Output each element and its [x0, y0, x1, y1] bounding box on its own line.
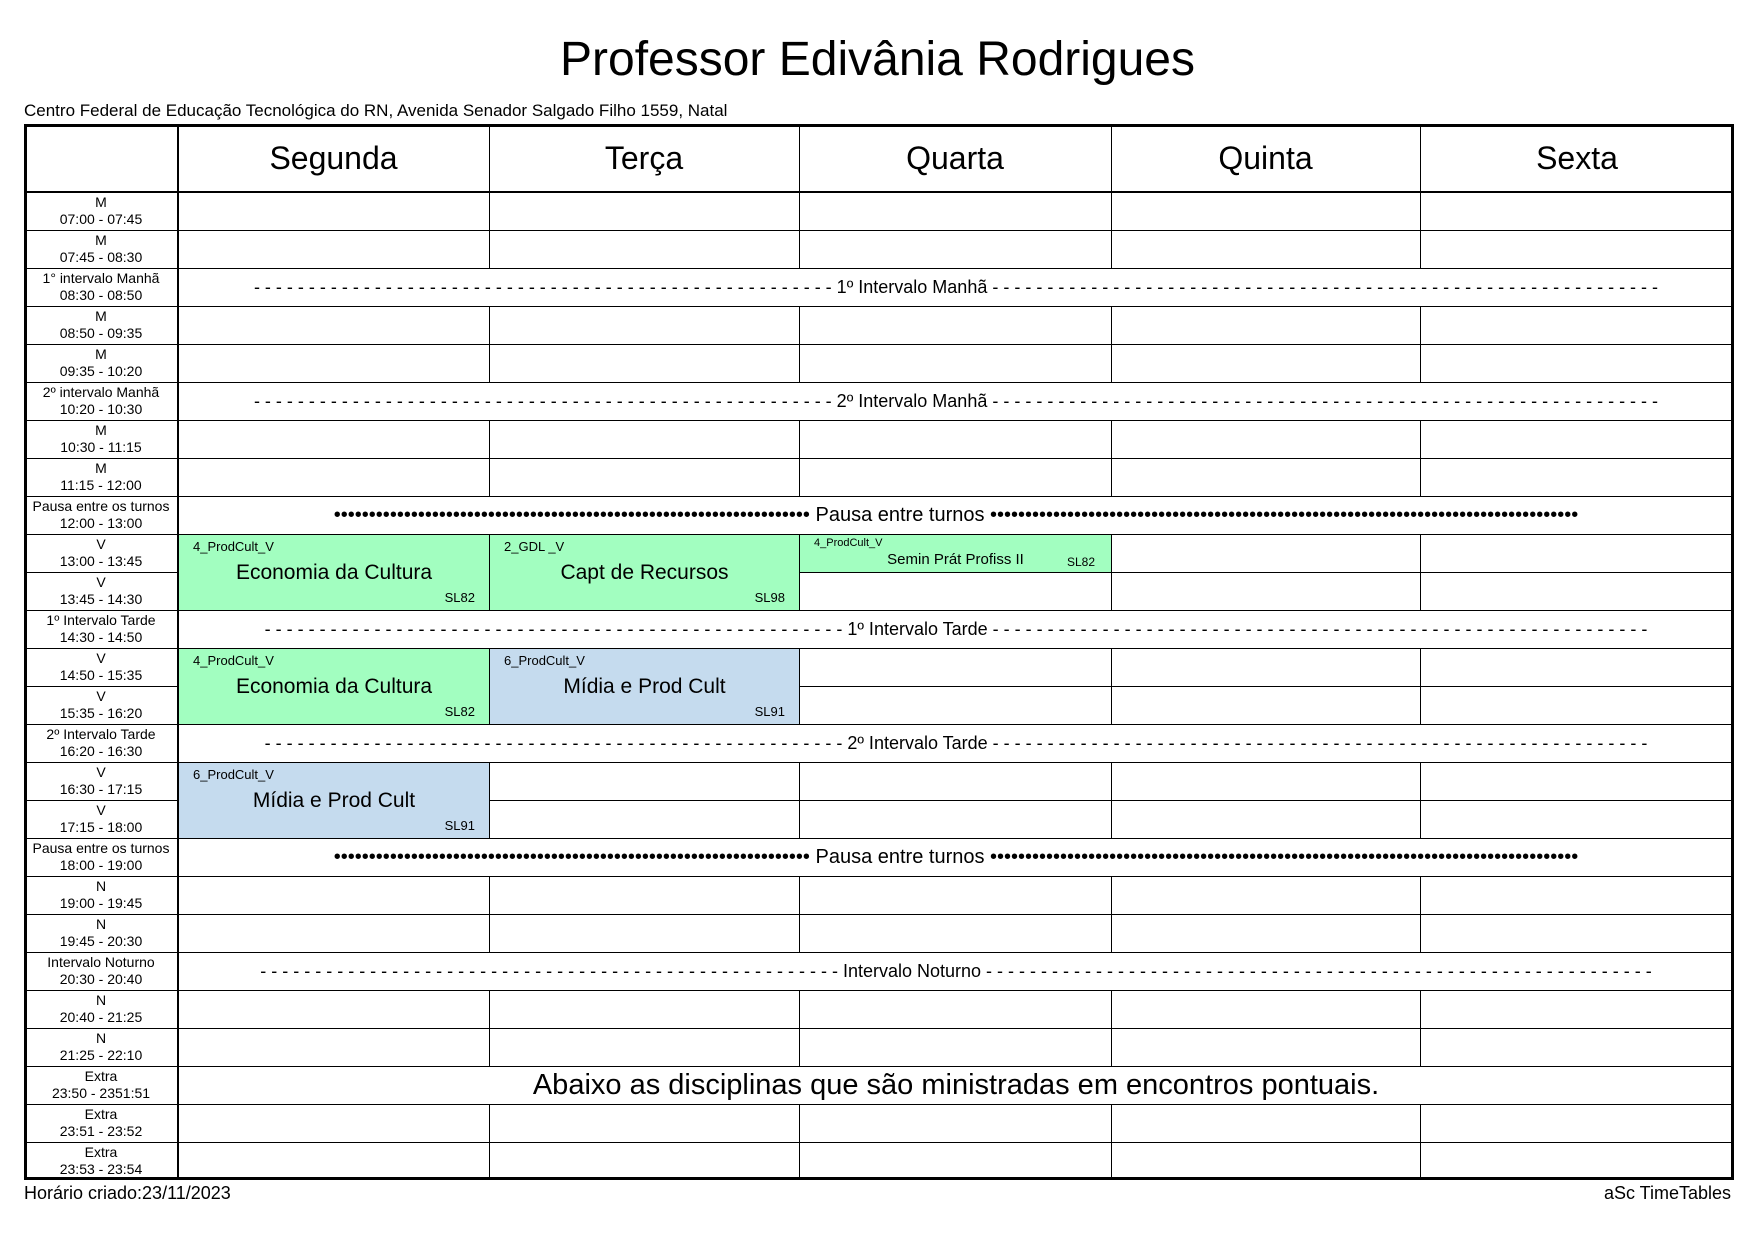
period-name: Intervalo Noturno: [47, 954, 155, 970]
lesson-room: SL98: [754, 590, 785, 605]
period-name: V: [96, 688, 106, 704]
lesson-group: 6_ProdCult_V: [193, 767, 274, 782]
break-row: - - - - - - - - - - - - - - - - - - - - - - - - - - - - - - - - - - - - - - - - - - - - - - - - - - - - - 1º Intervalo Tarde - - - - - - - - - - - - - - - - - - - - - - - - - - - - - - - - - - - - - - - - - - - - - - - - - - - - - - - - - - - -: [179, 611, 1733, 648]
day-header: Sexta: [1536, 139, 1618, 176]
lesson-group: 4_ProdCult_V: [193, 653, 274, 668]
page-title: Professor Edivânia Rodrigues: [560, 33, 1195, 86]
period-time: 20:40 - 21:25: [59, 1009, 143, 1025]
lesson-room: SL82: [444, 590, 475, 605]
period-name: V: [96, 764, 106, 780]
period-name: 1º Intervalo Tarde: [46, 612, 156, 628]
period-time: 10:30 - 11:15: [60, 439, 142, 455]
break-row: - - - - - - - - - - - - - - - - - - - - - - - - - - - - - - - - - - - - - - - - - - - - - - - - - - - - - 2º Intervalo Manhã - - - - - - - - - - - - - - - - - - - - - - - - - - - - - - - - - - - - - - - - - - - - - - - - - - - - - - - - - - - - -: [179, 383, 1733, 420]
period-name: Extra: [84, 1144, 118, 1160]
period-name: M: [95, 460, 107, 476]
period-time: 21:25 - 22:10: [59, 1047, 143, 1063]
period-time: 16:20 - 16:30: [59, 743, 143, 759]
timetable-grid: [24, 124, 1734, 1180]
period-time: 07:00 - 07:45: [59, 211, 143, 227]
break-row: •••••••••••••••••••••••••••••••••••••••••••••••••••••••••••••••••••• Pausa entre turnos ••••••••••••••••••••••••••••••••••••••••••••••••••••••••••••••••••••••••••••••••••••: [179, 839, 1733, 876]
table-frame: [24, 124, 1734, 1180]
lesson-subject: Semin Prát Profiss II: [887, 551, 1024, 568]
period-name: 1° intervalo Manhã: [42, 270, 160, 286]
period-time: 16:30 - 17:15: [59, 781, 143, 797]
lesson-group: 4_ProdCult_V: [814, 537, 883, 549]
period-time: 13:45 - 14:30: [59, 591, 143, 607]
break-row: - - - - - - - - - - - - - - - - - - - - - - - - - - - - - - - - - - - - - - - - - - - - - - - - - - - - - 1º Intervalo Manhã - - - - - - - - - - - - - - - - - - - - - - - - - - - - - - - - - - - - - - - - - - - - - - - - - - - - - - - - - - - - -: [179, 269, 1733, 306]
period-name: N: [95, 1030, 107, 1046]
period-name: 2º Intervalo Tarde: [46, 726, 156, 742]
lesson-room: SL82: [444, 704, 475, 719]
period-time: 23:53 - 23:54: [59, 1161, 143, 1177]
brand-label: aSc TimeTables: [1603, 1183, 1731, 1203]
period-name: N: [95, 916, 107, 932]
lesson-subject: Economia da Cultura: [235, 674, 433, 698]
period-time: 08:50 - 09:35: [59, 325, 143, 341]
period-name: M: [95, 346, 107, 362]
period-time: 13:00 - 13:45: [59, 553, 143, 569]
period-name: Extra: [84, 1106, 118, 1122]
period-time: 12:00 - 13:00: [59, 515, 143, 531]
period-name: V: [96, 650, 106, 666]
day-header: Terça: [604, 139, 684, 176]
period-time: 19:00 - 19:45: [59, 895, 143, 911]
period-name: Pausa entre os turnos: [32, 498, 170, 514]
lesson-room: SL82: [1066, 555, 1095, 569]
lesson-subject: Economia da Cultura: [235, 560, 433, 584]
period-name: V: [96, 536, 106, 552]
break-row: - - - - - - - - - - - - - - - - - - - - - - - - - - - - - - - - - - - - - - - - - - - - - - - - - - - - - Intervalo Noturno - - - - - - - - - - - - - - - - - - - - - - - - - - - - - - - - - - - - - - - - - - - - - - - - - - - - - - - - - - - - -: [179, 953, 1733, 990]
school-address: Centro Federal de Educação Tecnológica do RN, Avenida Senador Salgado Filho 1559, Natal: [24, 101, 728, 120]
break-row: •••••••••••••••••••••••••••••••••••••••••••••••••••••••••••••••••••• Pausa entre turnos ••••••••••••••••••••••••••••••••••••••••••••••••••••••••••••••••••••••••••••••••••••: [179, 497, 1733, 534]
lesson-group: 6_ProdCult_V: [504, 653, 585, 668]
lesson-room: SL91: [754, 704, 785, 719]
period-name: M: [95, 422, 107, 438]
day-header: Quinta: [1218, 139, 1313, 176]
lesson-subject: Mídia e Prod Cult: [563, 674, 726, 698]
period-name: Extra: [84, 1068, 118, 1084]
period-name: M: [95, 194, 107, 210]
period-name: V: [96, 802, 106, 818]
created-date: Horário criado:23/11/2023: [24, 1183, 231, 1203]
period-time: 23:50 - 2351:51: [51, 1085, 151, 1101]
period-time: 20:30 - 20:40: [59, 971, 143, 987]
lesson-subject: Capt de Recursos: [560, 560, 729, 584]
period-name: V: [96, 574, 106, 590]
period-name: N: [95, 878, 107, 894]
lesson-subject: Mídia e Prod Cult: [252, 788, 416, 812]
period-name: Pausa entre os turnos: [32, 840, 170, 856]
period-time: 08:30 - 08:50: [59, 287, 143, 303]
period-time: 18:00 - 19:00: [59, 857, 143, 873]
period-time: 07:45 - 08:30: [59, 249, 143, 265]
period-time: 09:35 - 10:20: [59, 363, 143, 379]
period-name: M: [95, 232, 107, 248]
period-time: 23:51 - 23:52: [59, 1123, 143, 1139]
period-time: 14:50 - 15:35: [59, 667, 143, 683]
lesson-group: 2_GDL _V: [504, 539, 565, 554]
period-name: 2º intervalo Manhã: [42, 384, 160, 400]
lesson-group: 4_ProdCult_V: [193, 539, 274, 554]
period-time: 11:15 - 12:00: [60, 477, 142, 493]
lesson-room: SL91: [444, 818, 475, 833]
period-time: 14:30 - 14:50: [59, 629, 143, 645]
period-time: 17:15 - 18:00: [59, 819, 143, 835]
break-row: - - - - - - - - - - - - - - - - - - - - - - - - - - - - - - - - - - - - - - - - - - - - - - - - - - - - - 2º Intervalo Tarde - - - - - - - - - - - - - - - - - - - - - - - - - - - - - - - - - - - - - - - - - - - - - - - - - - - - - - - - - - - -: [179, 725, 1733, 762]
day-header: Quarta: [906, 139, 1004, 176]
day-header: Segunda: [269, 139, 398, 176]
period-time: 19:45 - 20:30: [59, 933, 143, 949]
period-time: 10:20 - 10:30: [59, 401, 143, 417]
notice-row: Abaixo as disciplinas que são ministradas em encontros pontuais.: [179, 1067, 1733, 1104]
period-time: 15:35 - 16:20: [59, 705, 143, 721]
period-name: N: [95, 992, 107, 1008]
period-name: M: [95, 308, 107, 324]
